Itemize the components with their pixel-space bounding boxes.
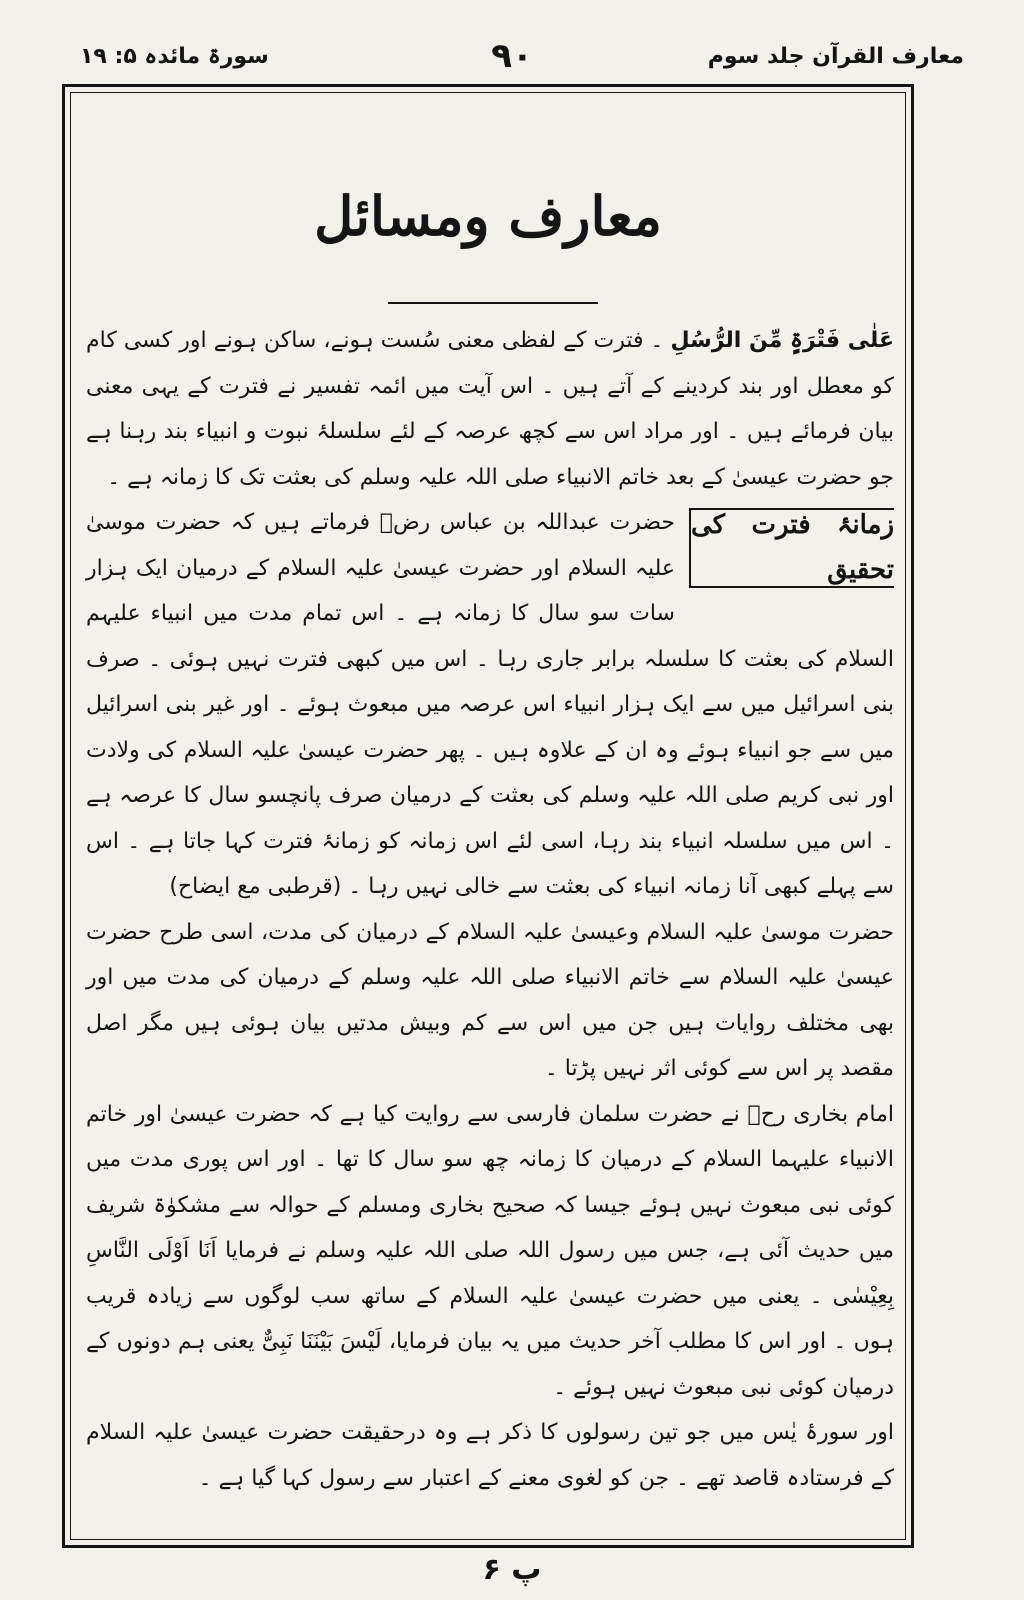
title-divider: [388, 302, 598, 304]
section-title: معارف ومسائل: [314, 184, 662, 248]
paragraph: حضرت عبداللہ بن عباس رضؓ فرماتے ہیں کہ حضرت موسیٰ علیہ السلام اور حضرت عیسیٰ علیہ السلام کے درمیان ایک ہزار سات سو سال کا زمانہ ہے ۔ اس تمام مدت میں انبیاء علیہم السلام کی بعثت کا سلسلہ برابر جاری رہا ۔ اس میں کبھی فترت نہیں ہوئی ۔ صرف بنی اسرائیل میں سے ایک ہزار انبیاء اس عرصہ میں مبعوث ہوئے ۔ اور غیر بنی اسرائیل میں سے جو انبیاء ہوئے وہ ان کے علاوہ ہیں ۔ پھر حضرت عیسیٰ علیہ السلام کی ولادت اور نبی کریم صلی اللہ علیہ وسلم کی بعثت کے درمیان صرف پانچسو سال کا عرصہ ہے ۔ اس میں سلسلہ انبیاء بند رہا، اسی لئے اس زمانہ کو زمانۂ فترت کہا جاتا ہے ۔ اس سے پہلے کبھی آنا زمانہ انبیاء کی بعثت سے خالی نہیں رہا ۔ (قرطبی مع ایضاح): [86, 510, 894, 899]
para-marker: پ ۶: [482, 1552, 542, 1587]
page-number: ۹۰: [491, 36, 533, 76]
paragraph: [86, 318, 894, 500]
paragraph: امام بخاری رحؒ نے حضرت سلمان فارسی سے روایت کیا ہے کہ حضرت عیسیٰ اور خاتم الانبیاء علیہما السلام کے درمیان کا زمانہ چھ سو سال کا تھا ۔ اور اس پوری مدت میں کوئی نبی مبعوث نہیں ہوئے جیسا کہ صحیح بخاری ومسلم کے حوالہ سے مشکوٰۃ شریف میں حدیث آئی ہے، جس میں رسول اللہ صلی اللہ علیہ وسلم نے فرمایا اَنَا اَوْلَی النَّاسِ بِعِیْسٰی ۔ یعنی میں حضرت عیسیٰ علیہ السلام کے ساتھ سب لوگوں سے زیادہ قریب ہوں ۔ اور اس کا مطلب آخر حدیث میں یہ بیان فرمایا، لَیْسَ بَیْنَنَا نَبِیٌّ یعنی ہم دونوں کے درمیان کوئی نبی مبعوث نہیں ہوئے ۔: [86, 1101, 894, 1400]
paragraph: اور سورۂ یٰس میں جو تین رسولوں کا ذکر ہے وہ درحقیقت حضرت عیسیٰ علیہ السلام کے فرستادہ قاصد تھے ۔ جن کو لغوی معنے کے اعتبار سے رسول کہا گیا ہے ۔: [86, 1420, 894, 1491]
side-heading: زمانۂ فترت کی تحقیق: [689, 508, 894, 588]
surah-reference: سورۃ مائدہ ۵: ۱۹: [80, 44, 269, 69]
book-title: معارف القرآن جلد سوم: [707, 44, 964, 69]
page-header: [60, 36, 964, 80]
paragraph-text: ۔ فترت کے لفظی معنی سُست ہونے، ساکن ہونے اور کسی کام کو معطل اور بند کردینے کے آتے ہیں ۔ اس آیت میں ائمہ تفسیر نے فترت کے یہی معنی بیان فرمائے ہیں ۔ اور مراد اس سے کچھ عرصہ کے لئے سلسلۂ نبوت و انبیاء بند رہنا ہے جو حضرت عیسیٰ کے بعد خاتم الانبیاء صلی اللہ علیہ وسلم کی بعثت تک کا زمانہ ہے ۔: [86, 328, 894, 490]
quranic-phrase: عَلٰی فَتْرَۃٍ مِّنَ الرُّسُلِ: [670, 328, 894, 353]
paragraph: حضرت موسیٰ علیہ السلام وعیسیٰ علیہ السلام کے درمیان کی مدت، اسی طرح حضرت عیسیٰ علیہ السلام سے خاتم الانبیاء صلی اللہ علیہ وسلم کے درمیان کی مدت میں اور بھی مختلف روایات ہیں جن میں اس سے کم وبیش مدتیں بیان ہوئی ہیں مگر اصل مقصد پر اس سے کوئی اثر نہیں پڑتا ۔: [86, 919, 894, 1081]
body-text: [86, 318, 894, 1501]
